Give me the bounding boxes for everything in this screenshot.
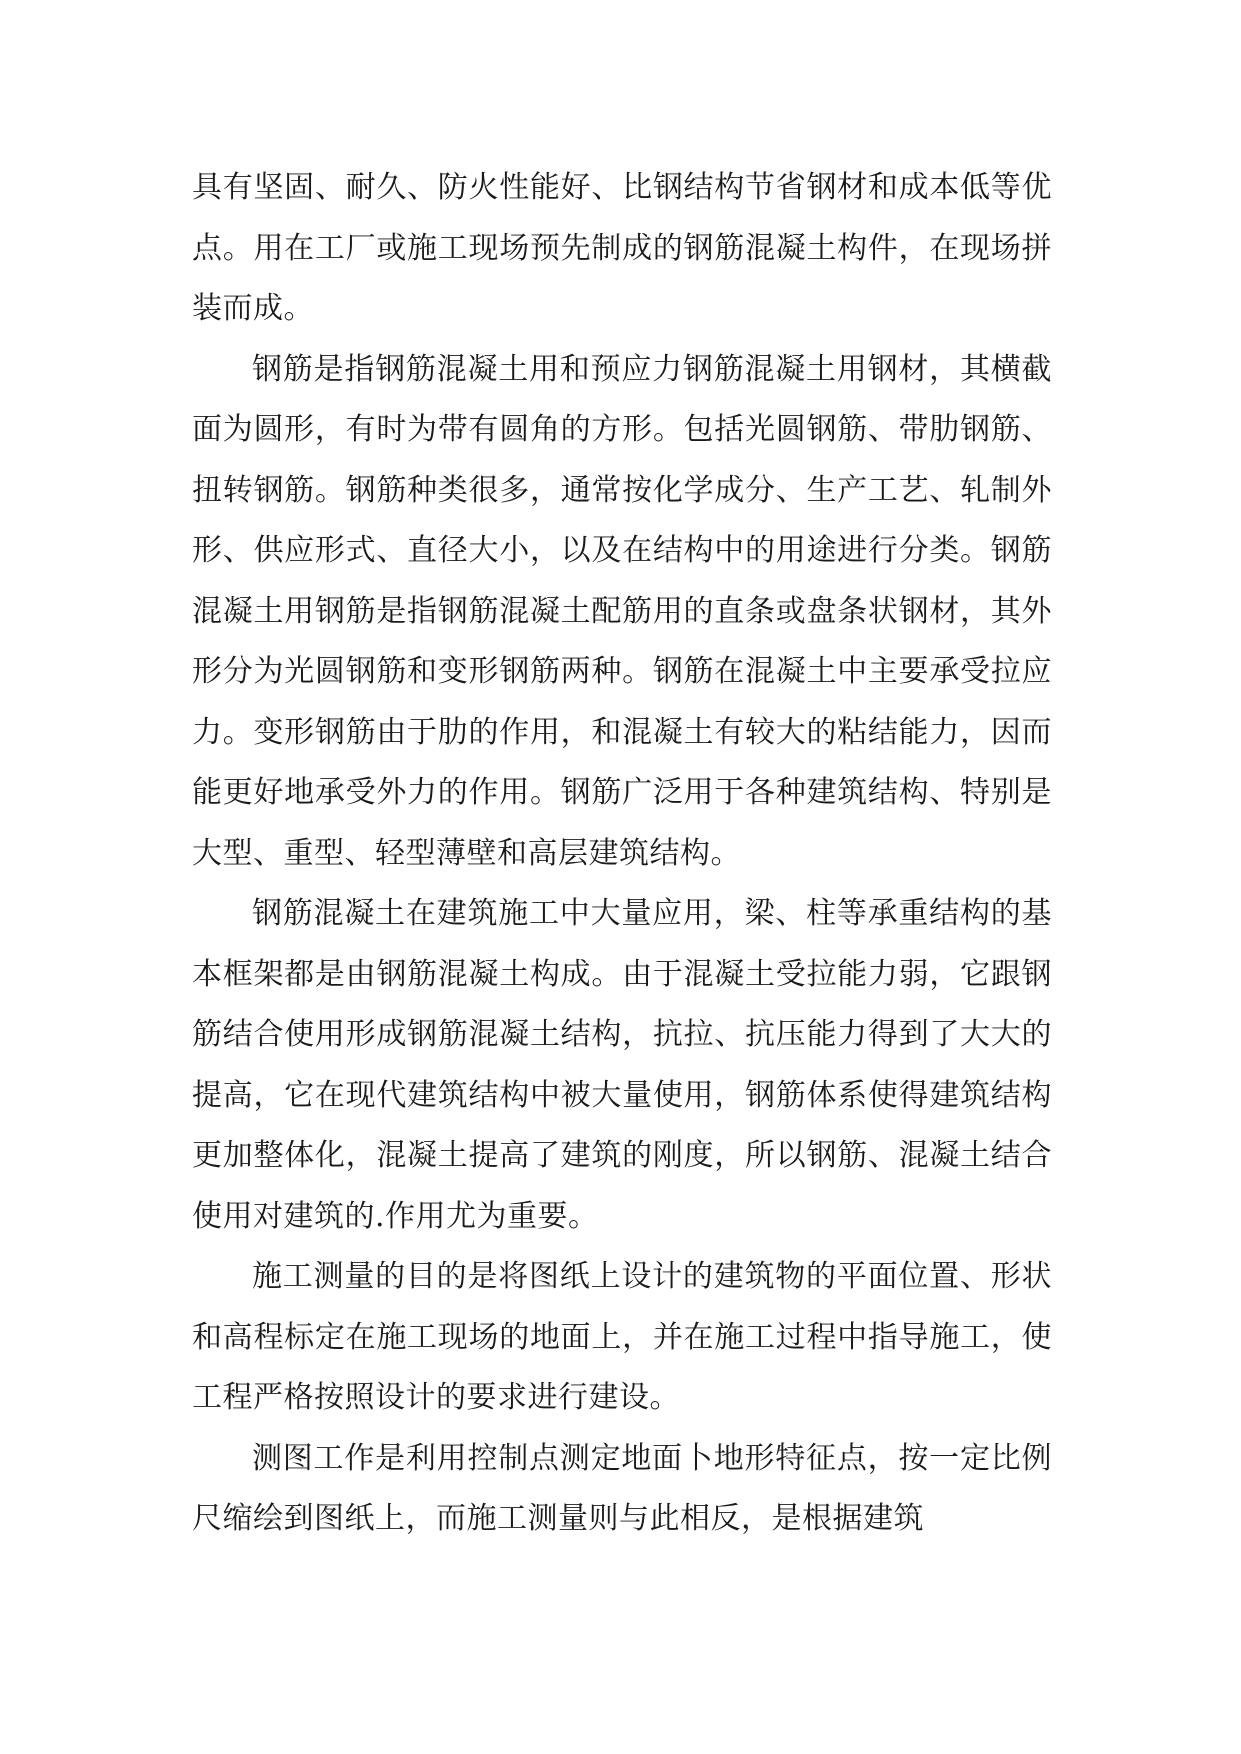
paragraph-mapping-work: 测图工作是利用控制点测定地面卜地形特征点，按一定比例尺缩绘到图纸上，而施工测量则与此相反，是根据建筑 (192, 1440, 1052, 1536)
paragraph-rebar-definition: 钢筋是指钢筋混凝土用和预应力钢筋混凝土用钢材，其横截面为圆形，有时为带有圆角的方形。包括光圆钢筋、带肋钢筋、扭转钢筋。钢筋种类很多，通常按化学成分、生产工艺、轧制外形、供应形式、直径大小，以及在结构中的用途进行分类。钢筋混凝土用钢筋是指钢筋混凝土配筋用的直条或盘条状钢材，其外形分为光圆钢筋和变形钢筋两种。钢筋在混凝土中主要承受拉应力。变形钢筋由于肋的作用，和混凝土有较大的粘结能力，因而能更好地承受外力的作用。钢筋广泛用于各种建筑结构、特别是大型、重型、轻型薄壁和高层建筑结构。 (192, 351, 1052, 871)
paragraph-reinforced-concrete-application: 钢筋混凝土在建筑施工中大量应用，梁、柱等承重结构的基本框架都是由钢筋混凝土构成。由于混凝土受拉能力弱，它跟钢筋结合使用形成钢筋混凝土结构，抗拉、抗压能力得到了大大的提高，它在现代建筑结构中被大量使用，钢筋体系使得建筑结构更加整体化，混凝土提高了建筑的刚度，所以钢筋、混凝土结合使用对建筑的.作用尤为重要。 (192, 896, 1052, 1234)
paragraph-construction-survey-purpose: 施工测量的目的是将图纸上设计的建筑物的平面位置、形状和高程标定在施工现场的地面上，并在施工过程中指导施工，使工程严格按照设计的要求进行建设。 (192, 1259, 1052, 1415)
paragraph-concrete-advantages: 具有坚固、耐久、防火性能好、比钢结构节省钢材和成本低等优点。用在工厂或施工现场预先制成的钢筋混凝土构件，在现场拼装而成。 (192, 170, 1052, 326)
document-body (192, 158, 1052, 1550)
